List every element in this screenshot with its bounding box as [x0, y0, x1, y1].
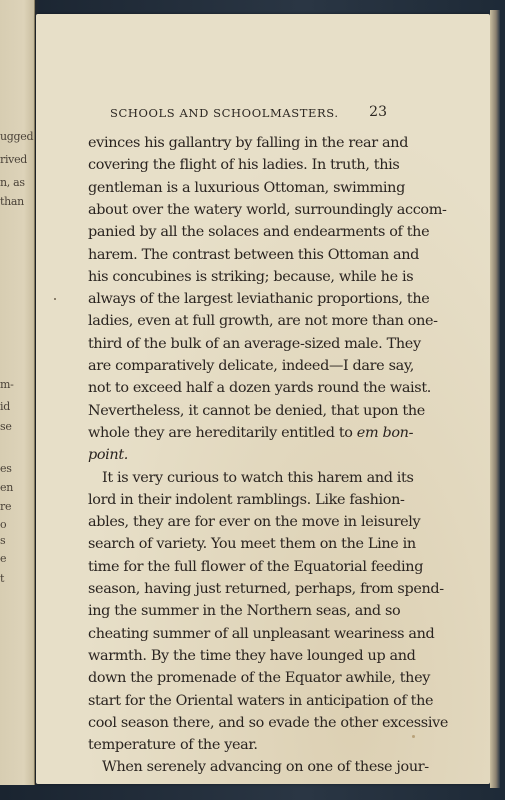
- facing-page-fragment: ugged: [0, 130, 34, 143]
- text-line: It is very curious to watch this harem and its: [102, 469, 414, 486]
- paper-speck: [412, 735, 415, 738]
- text-line: evinces his gallantry by falling in the rear and: [88, 135, 409, 151]
- italic-phrase: point.: [88, 447, 129, 464]
- text-line: harem. The contrast between this Ottoman and: [88, 246, 420, 263]
- facing-page-fragment: en: [0, 481, 13, 494]
- text-line: lord in their indolent ramblings. Like fashion-: [88, 491, 405, 508]
- text-line: search of variety. You meet them on the Line in: [88, 536, 416, 553]
- text-line: covering the flight of his ladies. In truth, this: [88, 157, 400, 174]
- text-line: not to exceed half a dozen yards round the waist.: [88, 380, 432, 397]
- facing-page-fragment: o: [0, 518, 7, 531]
- text-line: are comparatively delicate, indeed—I dare say,: [88, 358, 414, 374]
- facing-page-fragment: e: [0, 552, 7, 565]
- text-line: start for the Oriental waters in anticipation of the: [88, 692, 434, 709]
- facing-page-fragment: s: [0, 534, 6, 547]
- text-line: third of the bulk of an average-sized male. They: [88, 335, 421, 352]
- text-line: gentleman is a luxurious Ottoman, swimming: [88, 179, 405, 196]
- text-line: whole they are hereditarily entitled to em bon-: [88, 424, 414, 441]
- page-edge: [490, 10, 500, 788]
- paper-speck: [54, 298, 56, 300]
- facing-page-fragment: id: [0, 400, 10, 413]
- running-head: SCHOOLS AND SCHOOLMASTERS.: [110, 106, 339, 120]
- text-line: his concubines is striking; because, while he is: [88, 268, 414, 285]
- text-line: season, having just returned, perhaps, from spend-: [88, 581, 444, 597]
- text-line: temperature of the year.: [88, 737, 258, 754]
- text-line: down the promenade of the Equator awhile, they: [88, 670, 431, 687]
- facing-page-fragment: n, as: [0, 176, 25, 189]
- italic-phrase: em bon-: [356, 424, 414, 441]
- facing-page-fragment: m-: [0, 378, 14, 391]
- text-line: Nevertheless, it cannot be denied, that upon the: [88, 402, 425, 419]
- text-line: panied by all the solaces and endearments of the: [88, 224, 430, 241]
- text-line: ables, they are for ever on the move in leisurely: [88, 514, 421, 531]
- text-line: ing the summer in the Northern seas, and so: [88, 603, 401, 620]
- page-number: 23: [369, 104, 387, 120]
- facing-page-fragment: re: [0, 500, 12, 513]
- text-line: ladies, even at full growth, are not more than one-: [88, 313, 438, 330]
- text-line: warmth. By the time they have lounged up and: [88, 647, 416, 664]
- text-line: time for the full flower of the Equatorial feeding: [88, 558, 424, 575]
- facing-page-fragment: than: [0, 195, 24, 208]
- text-line: When serenely advancing on one of these jour-: [102, 759, 429, 776]
- facing-page-fragment: se: [0, 420, 12, 433]
- facing-page-fragment: t: [0, 572, 5, 585]
- text-line: [88, 444, 387, 466]
- facing-page-fragment: es: [0, 462, 12, 475]
- facing-page: [0, 0, 35, 785]
- facing-page-fragment: rived: [0, 153, 28, 166]
- text-line: cheating summer of all unpleasant weariness and: [88, 625, 435, 642]
- text-line: about over the watery world, surroundingly accom-: [88, 201, 447, 218]
- text-line: cool season there, and so evade the other excessive: [88, 714, 449, 731]
- text-line: always of the largest leviathanic proportions, the: [88, 291, 430, 308]
